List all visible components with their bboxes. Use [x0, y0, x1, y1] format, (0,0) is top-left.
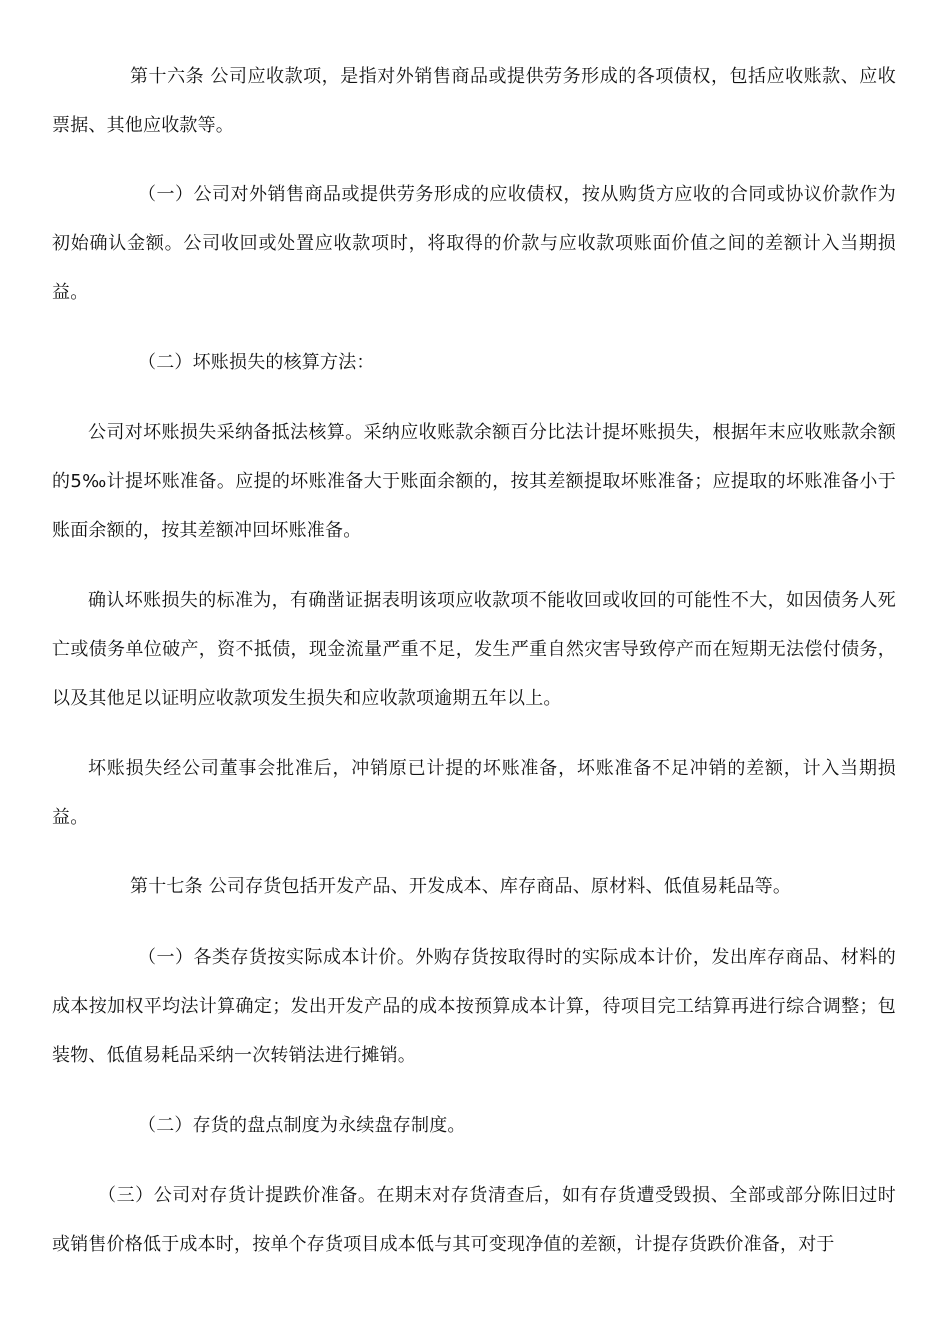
article-16-paragraph: 第十六条 公司应收款项，是指对外销售商品或提供劳务形成的各项债权，包括应收账款、应收票据、其他应收款等。 [52, 66, 896, 136]
receivables-initial-recognition-paragraph: （一）公司对外销售商品或提供劳务形成的应收债权，按从购货方应收的合同或协议价款作为初始确认金额。公司收回或处置应收款项时，将取得的价款与应收款项账面价值之间的差额计入当期损益。 [52, 184, 896, 303]
bad-debt-method-heading: （二）坏账损失的核算方法： [138, 352, 375, 373]
article-17-paragraph: 第十七条 公司存货包括开发产品、开发成本、库存商品、原材料、低值易耗品等。 [130, 876, 792, 897]
bad-debt-writeoff-paragraph: 坏账损失经公司董事会批准后，冲销原已计提的坏账准备，坏账准备不足冲销的差额，计入当期损益。 [52, 758, 896, 828]
inventory-costing-paragraph: （一）各类存货按实际成本计价。外购存货按取得时的实际成本计价，发出库存商品、材料的成本按加权平均法计算确定；发出开发产品的成本按预算成本计算，待项目完工结算再进行综合调整；包装物、低值易耗品采纳一次转销法进行摊销。 [52, 947, 896, 1066]
inventory-count-paragraph: （二）存货的盘点制度为永续盘存制度。 [138, 1115, 466, 1136]
bad-debt-allowance-paragraph: 公司对坏账损失采纳备抵法核算。采纳应收账款余额百分比法计提坏账损失，根据年末应收账款余额的5‰计提坏账准备。应提的坏账准备大于账面余额的，按其差额提取坏账准备；应提取的坏账准备小于账面余额的，按其差额冲回坏账准备。 [52, 422, 896, 541]
bad-debt-criteria-paragraph: 确认坏账损失的标准为，有确凿证据表明该项应收款项不能收回或收回的可能性不大，如因债务人死亡或债务单位破产，资不抵债，现金流量严重不足，发生严重自然灾害导致停产而在短期无法偿付债务，以及其他足以证明应收款项发生损失和应收款项逾期五年以上。 [52, 590, 896, 709]
inventory-impairment-paragraph: （三）公司对存货计提跌价准备。在期末对存货清查后，如有存货遭受毁损、全部或部分陈旧过时或销售价格低于成本时，按单个存货项目成本低与其可变现净值的差额，计提存货跌价准备，对于 [52, 1185, 896, 1255]
